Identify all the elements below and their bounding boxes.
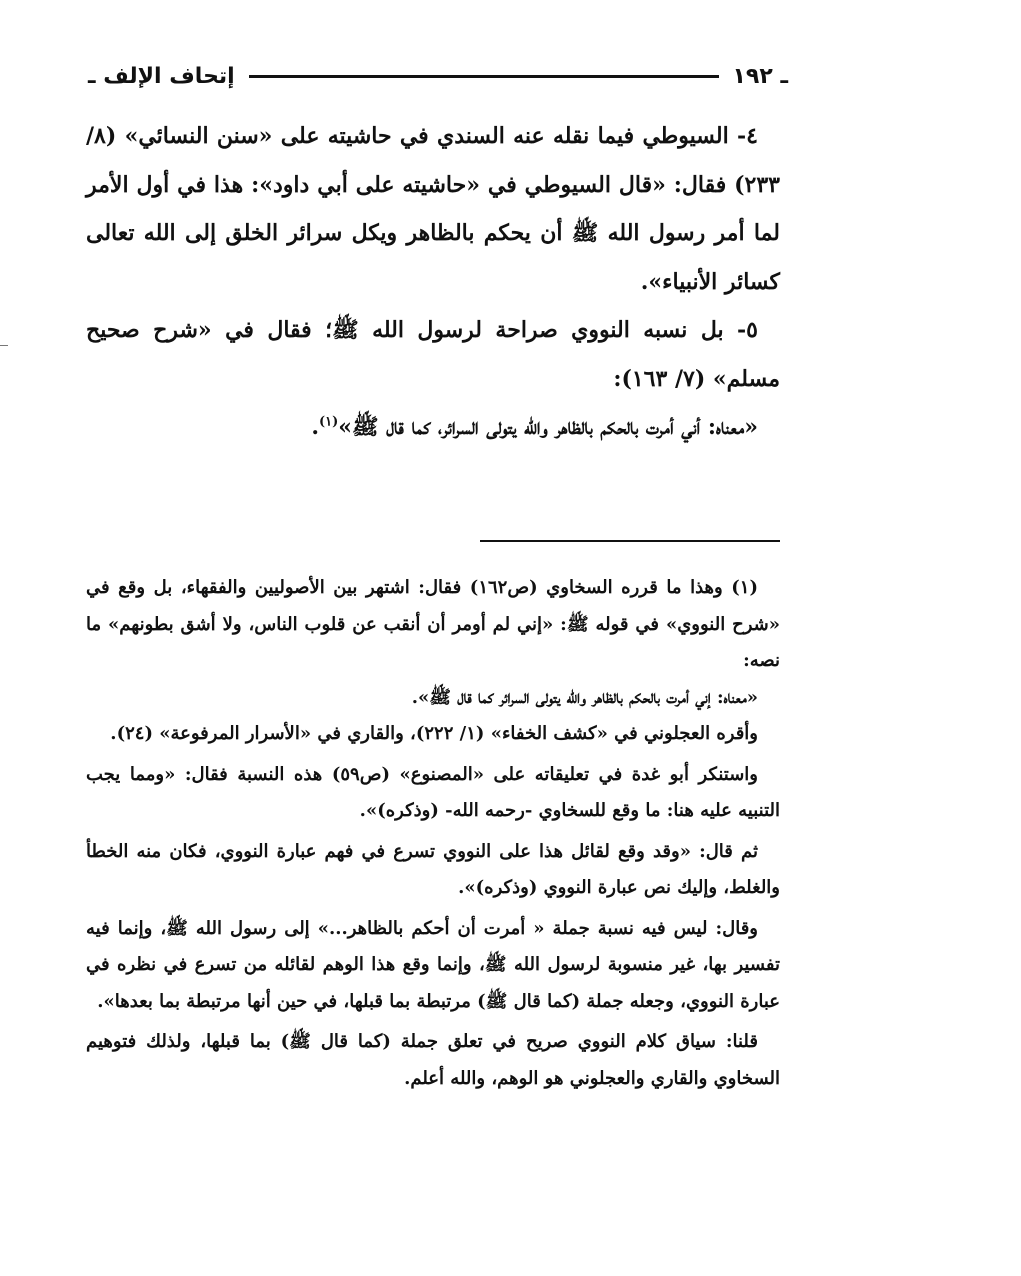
page-number: ١٩٢	[732, 63, 773, 89]
main-paragraph-5: ٥- بل نسبه النووي صراحة لرسول الله ﷺ؛ فقال في «شرح صحيح مسلم» (٧/ ١٦٣):	[86, 317, 780, 392]
footnote-separator	[480, 540, 780, 542]
footnote-paragraph: وقال: ليس فيه نسبة جملة « أمرت أن أحكم بالظاهر...» إلى رسول الله ﷺ، وإنما فيه تفسير بها، غير منسوبة لرسول الله ﷺ، وإنما وقع هذا الوهم لقائله من تسرع في نظره في عبارة النووي، وجعله جملة (كما قال ﷺ) مرتبطة بما قبلها، في حين أنها مرتبطة بما بعدها».	[86, 917, 780, 1012]
footnotes	[86, 570, 780, 1097]
header-title: إتحاف الإلف	[103, 63, 235, 89]
main-paragraph-4: ٤- السيوطي فيما نقله عنه السندي في حاشيته على «سنن النسائي» (٨/ ٢٣٣) فقال: «قال السيوطي في «حاشيته على أبي داود»: هذا في أول الأمر لما أمر رسول الله ﷺ أن يحكم بالظاهر ويكل سرائر الخلق إلى الله تعالى كسائر الأنبياء».	[86, 123, 780, 295]
footnote-paragraph: ثم قال: «وقد وقع لقائل هذا على النووي تسرع في فهم عبارة النووي، فكان منه الخطأ والغلط، وإليك نص عبارة النووي (وذكره)».	[86, 840, 780, 898]
page-number-dash: ـ	[780, 63, 788, 89]
footnote-paragraph: قلنا: سياق كلام النووي صريح في تعلق جملة (كما قال ﷺ) بما قبلها، ولذلك فتوهيم السخاوي والقاري والعجلوني هو الوهم، والله أعلم.	[86, 1031, 780, 1089]
margin-mark	[0, 345, 8, 346]
footnote-reference[interactable]: (١)	[318, 414, 339, 430]
footnote-paragraph: واستنكر أبو غدة في تعليقاته على «المصنوع» (ص٥٩) هذه النسبة فقال: «ومما يجب التنبيه عليه هنا: ما وقع للسخاوي -رحمه الله- (وذكره)».	[86, 763, 780, 821]
running-header	[88, 58, 788, 94]
footnote-paragraph: وأقره العجلوني في «كشف الخفاء» (١/ ٢٢٢)، والقاري في «الأسرار المرفوعة» (٢٤).	[110, 723, 758, 744]
main-quote-text: «معناه: أني أمرت بالحكم بالظاهر والله يتولى السرائر، كما قال ﷺ»	[338, 414, 758, 440]
footnote-paragraph: (١) وهذا ما قرره السخاوي (ص١٦٢) فقال: اشتهر بين الأصوليين والفقهاء، بل وقع في «شرح النووي» في قوله ﷺ: «إني لم أومر أن أنقب عن قلوب الناس، ولا أشق بطونهم» ما نصه:	[86, 577, 780, 671]
header-title-dash: ـ	[88, 63, 96, 89]
header-title-group	[88, 64, 235, 89]
header-rule	[249, 75, 719, 78]
main-quote-period: .	[311, 414, 319, 440]
main-text	[86, 112, 780, 452]
footnote-paragraph: «معناه: إني أمرت بالحكم بالظاهر والله يتولى السرائر كما قال ﷺ».	[411, 686, 758, 708]
main-quote-paragraph	[86, 403, 780, 452]
page-number-group	[733, 64, 789, 89]
